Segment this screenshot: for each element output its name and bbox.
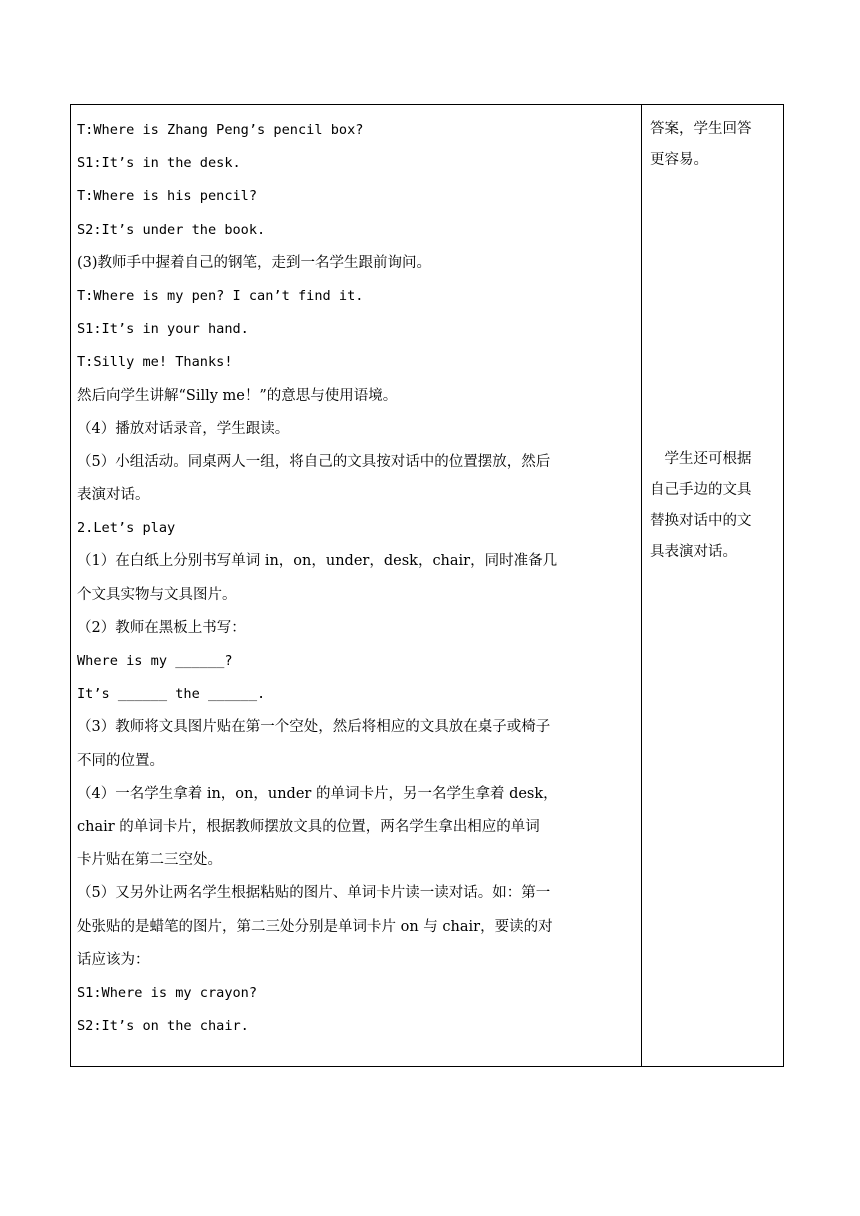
step-text: 个文具实物与文具图片。 [77,586,237,603]
step-text: 卡片贴在第二三空处。 [77,852,222,869]
design-notes-cell [642,105,784,1066]
step-text: 话应该为： [77,951,150,968]
step-text: chair 的单词卡片，根据教师摆放文具的位置，两名学生拿出相应的单词 [77,818,540,835]
step-text: 表演对话。 [77,487,150,504]
dialogue-line: T:Where is his pencil? [77,188,258,205]
dialogue-line: S1:Where is my crayon? [77,984,258,1001]
blackboard-sentence: It’s ______ the ______. [77,686,266,703]
dialogue-line: T:Where is Zhang Peng’s pencil box? [77,122,364,138]
blackboard-sentence: Where is my ______? [77,653,233,669]
note-text: 具表演对话。 [650,544,737,560]
step-text: 然后向学生讲解“Silly me！”的意思与使用语境。 [77,387,398,404]
note-text: 自己手边的文具 [650,482,752,498]
step-text: 不同的位置。 [77,752,164,769]
lesson-plan-table [70,104,784,1067]
note-text: 替换对话中的文 [650,513,752,529]
dialogue-line: T:Silly me! Thanks! [77,354,233,371]
dialogue-line: S1:It’s in your hand. [77,321,249,338]
note-spacer [650,176,778,444]
teaching-process-cell [71,105,641,1066]
step-text: 处张贴的是蜡笔的图片，第二三处分别是单词卡片 on 与 chair，要读的对 [77,918,553,935]
dialogue-line: T:Where is my pen? I can’t find it. [77,287,364,304]
step-text: （5）小组活动。同桌两人一组，将自己的文具按对话中的位置摆放，然后 [77,453,551,470]
dialogue-line: S2:It’s under the book. [77,221,266,238]
dialogue-line: S1:It’s in the desk. [77,155,241,172]
note-text: 更容易。 [650,152,708,168]
step-text: （2）教师在黑板上书写： [77,619,246,636]
step-text: （4）播放对话录音，学生跟读。 [77,420,290,437]
step-text: （3）教师将文具图片贴在第一个空处，然后将相应的文具放在桌子或椅子 [77,719,551,736]
note-text: 答案，学生回答 [650,121,752,137]
dialogue-line: S2:It’s on the chair. [77,1018,249,1035]
step-text: (3)教师手中握着自己的钢笔，走到一名学生跟前询问。 [77,254,432,271]
step-text: （1）在白纸上分别书写单词 in，on，under，desk，chair，同时准备几 [77,553,558,570]
section-heading: 2.Let’s play [77,520,176,537]
note-text: 学生还可根据 [650,451,752,467]
step-text: （4）一名学生拿着 in，on，under 的单词卡片，另一名学生拿着 desk， [77,785,558,802]
step-text: （5）又另外让两名学生根据粘贴的图片、单词卡片读一读对话。如：第一 [77,885,551,902]
